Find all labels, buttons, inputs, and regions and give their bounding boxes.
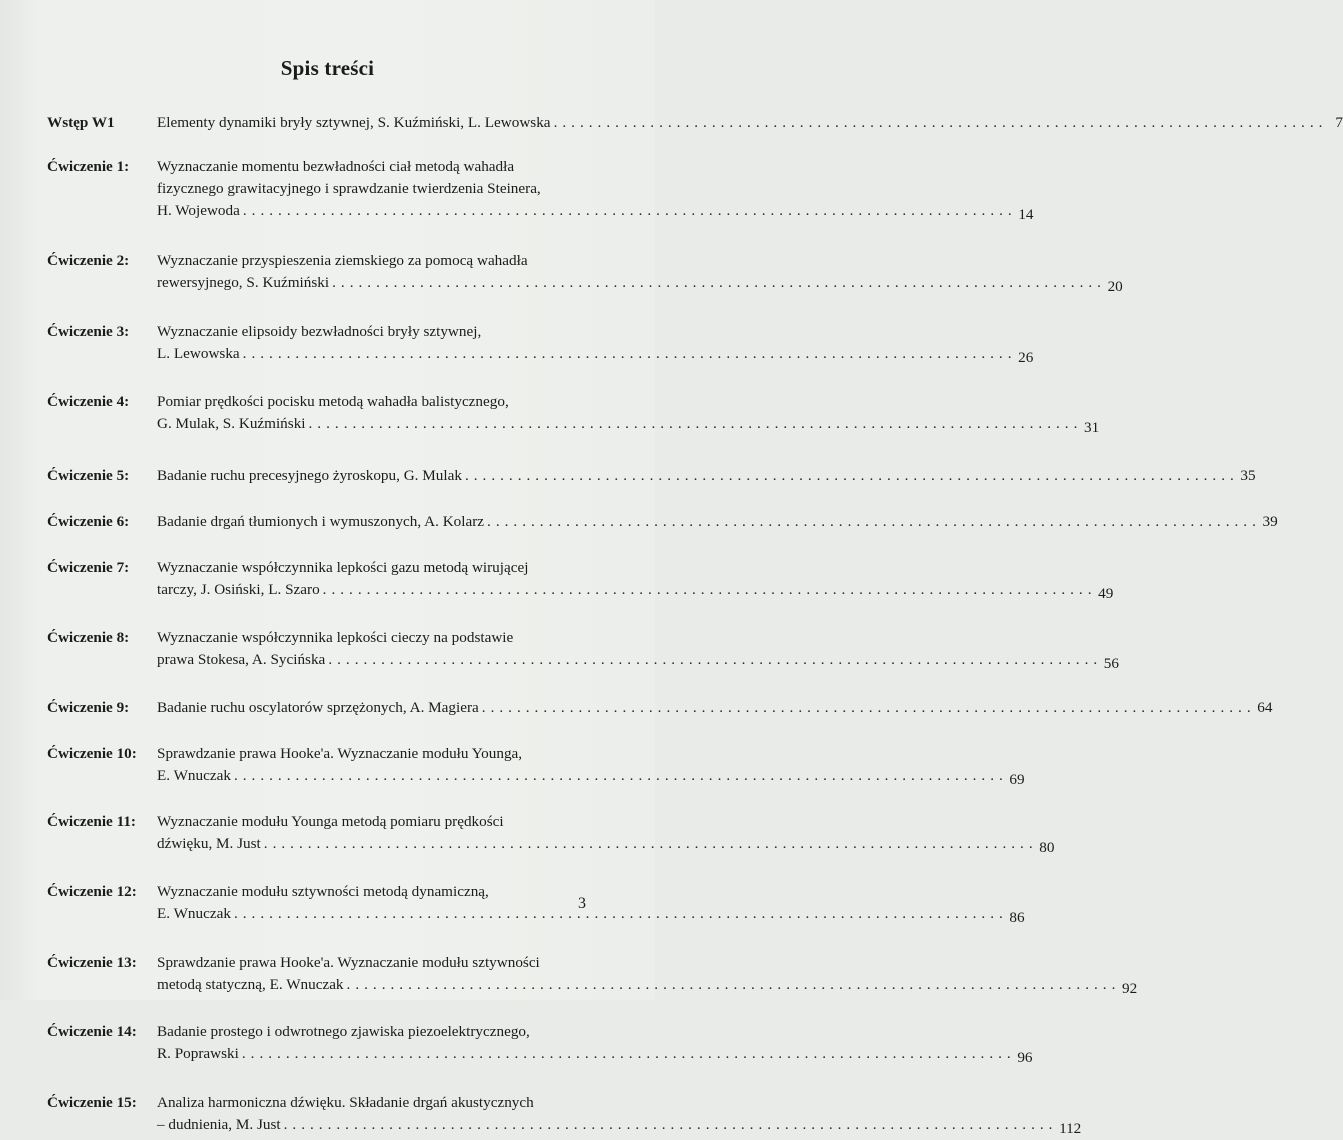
dot-leader xyxy=(234,765,1003,787)
toc-entry-text-line: Wyznaczanie modułu sztywności metodą dynamiczną, xyxy=(157,883,489,900)
toc-entry-page: 7 xyxy=(1335,114,1343,131)
toc-entry xyxy=(47,156,1034,223)
toc-entry-description xyxy=(157,250,1123,294)
toc-entry-description xyxy=(157,811,1054,855)
toc-entry-text-line: Analiza harmoniczna dźwięku. Składanie drgań akustycznych xyxy=(157,1094,534,1111)
toc-entry xyxy=(47,881,1025,926)
toc-entry-label: Ćwiczenie 15: xyxy=(47,1094,137,1111)
toc-entry-text-line: Wyznaczanie przyspieszenia ziemskiego za pomocą wahadła xyxy=(157,252,528,269)
toc-entry-page: 64 xyxy=(1257,699,1273,716)
toc-entry-description xyxy=(157,391,1099,435)
dot-leader xyxy=(284,1114,1053,1136)
toc-entry-description xyxy=(157,112,1343,134)
toc-entry-text-line: E. Wnuczak xyxy=(157,905,231,922)
toc-entry-text-line: G. Mulak, S. Kuźmiński xyxy=(157,415,306,432)
toc-entry-label: Ćwiczenie 2: xyxy=(47,252,130,269)
toc-entry-description xyxy=(157,156,1034,222)
toc-entry-description xyxy=(157,1021,1033,1065)
dot-leader xyxy=(554,112,1323,134)
toc-entry-text-line: fizycznego grawitacyjnego i sprawdzanie twierdzenia Steinera, xyxy=(157,180,541,197)
toc-entry-text-line: – dudnienia, M. Just xyxy=(157,1116,281,1133)
toc-entry-description xyxy=(157,697,1272,719)
dot-leader xyxy=(264,833,1033,855)
toc-entry-text-line: Badanie prostego i odwrotnego zjawiska piezoelektrycznego, xyxy=(157,1023,530,1040)
toc-entry-description xyxy=(157,511,1278,533)
toc-entry xyxy=(47,627,1119,672)
toc-entry-label: Ćwiczenie 11: xyxy=(47,813,136,830)
toc-entry-label: Ćwiczenie 6: xyxy=(47,513,130,530)
toc-entry xyxy=(47,811,1055,856)
toc-entry-text-line: Wyznaczanie momentu bezwładności ciał metodą wahadła xyxy=(157,158,515,175)
dot-leader xyxy=(328,649,1097,671)
toc-entry-page: 92 xyxy=(1121,980,1138,997)
toc-entry-text-line: rewersyjnego, S. Kuźmiński xyxy=(157,274,330,291)
toc-entry-text-line: tarczy, J. Osiński, L. Szaro xyxy=(157,581,320,598)
toc-entry-text-line: Wyznaczanie współczynnika lepkości gazu metodą wirującej xyxy=(157,559,529,576)
toc-entry-text-line: Badanie drgań tłumionych i wymuszonych, A. Kolarz xyxy=(157,513,485,530)
dot-leader xyxy=(465,465,1234,487)
toc-entry-label: Ćwiczenie 3: xyxy=(47,323,130,340)
toc-entry-page: 39 xyxy=(1262,513,1278,530)
toc-entry-label: Ćwiczenie 5: xyxy=(47,467,130,484)
toc-entry-text-line: Badanie ruchu precesyjnego żyroskopu, G. Mulak xyxy=(157,467,462,484)
toc-entry-text-line: L. Lewowska xyxy=(157,345,240,362)
toc-entry-text-line: H. Wojewoda xyxy=(157,202,240,219)
toc-entry-description xyxy=(157,321,1033,365)
toc-entry-label: Ćwiczenie 12: xyxy=(47,883,137,900)
toc-entry-page: 20 xyxy=(1107,278,1123,295)
toc-entry xyxy=(47,1092,1082,1137)
toc-entry xyxy=(47,465,1256,487)
toc-entry-text-line: R. Poprawski xyxy=(157,1045,239,1062)
toc-entry-text-line: Wyznaczanie współczynnika lepkości cieczy na podstawie xyxy=(157,629,514,646)
toc-entry-page: 35 xyxy=(1240,467,1256,484)
dot-leader xyxy=(332,272,1101,294)
dot-leader xyxy=(347,974,1116,996)
toc-entry-page: 26 xyxy=(1018,349,1034,366)
toc-entry-text-line: Sprawdzanie prawa Hooke'a. Wyznaczanie modułu sztywności xyxy=(157,954,540,971)
page-number: 3 xyxy=(578,895,586,912)
toc-entry-text-line: Wyznaczanie modułu Younga metodą pomiaru prędkości xyxy=(157,813,504,830)
toc-entry-description xyxy=(157,952,1137,996)
toc-entry xyxy=(47,952,1138,997)
dot-leader xyxy=(243,200,1012,222)
toc-entry-text-line: dźwięku, M. Just xyxy=(157,835,261,852)
dot-leader xyxy=(242,1043,1011,1065)
toc-entry-label: Ćwiczenie 7: xyxy=(47,559,130,576)
toc-entry-label: Ćwiczenie 13: xyxy=(47,954,137,971)
toc-entry xyxy=(47,391,1100,436)
toc-entry-label: Ćwiczenie 8: xyxy=(47,629,130,646)
toc-entry-description xyxy=(157,1092,1081,1136)
toc-entry-text-line: Elementy dynamiki bryły sztywnej, S. Kuźmiński, L. Lewowska xyxy=(157,114,551,131)
toc-entry-page: 112 xyxy=(1059,1120,1082,1137)
toc-entry-label: Ćwiczenie 14: xyxy=(47,1023,137,1040)
toc-entry xyxy=(47,1021,1033,1066)
toc-entry-text-line: Wyznaczanie elipsoidy bezwładności bryły sztywnej, xyxy=(157,323,482,340)
toc-entry-text-line: Sprawdzanie prawa Hooke'a. Wyznaczanie modułu Younga, xyxy=(157,745,523,762)
dot-leader xyxy=(487,511,1256,533)
toc-entry xyxy=(47,112,1343,134)
toc-entry-text-line: metodą statyczną, E. Wnuczak xyxy=(157,976,344,993)
toc-entry xyxy=(47,250,1123,295)
dot-leader xyxy=(234,903,1003,925)
toc-entry-description xyxy=(157,465,1256,487)
toc-entry-description xyxy=(157,627,1119,671)
toc-entry-text-line: Pomiar prędkości pocisku metodą wahadła balistycznego, xyxy=(157,393,509,410)
toc-entry-text-line: E. Wnuczak xyxy=(157,767,231,784)
toc-entry-page: 80 xyxy=(1039,839,1055,856)
toc-entry xyxy=(47,697,1273,719)
toc-entry-label: Ćwiczenie 1: xyxy=(47,158,130,175)
dot-leader xyxy=(482,697,1251,719)
toc-entry-text-line: Badanie ruchu oscylatorów sprzężonych, A. Magiera xyxy=(157,699,479,716)
toc-entry xyxy=(47,321,1034,366)
toc-entry-label: Wstęp W1 xyxy=(47,114,115,131)
toc-entry-description xyxy=(157,743,1025,787)
toc-entry-page: 49 xyxy=(1098,585,1114,602)
table-of-contents xyxy=(47,112,1343,1137)
toc-entry-label: Ćwiczenie 9: xyxy=(47,699,130,716)
toc-entry-page: 31 xyxy=(1083,419,1100,436)
toc-entry-page: 96 xyxy=(1017,1049,1033,1066)
toc-entry-page: 56 xyxy=(1103,655,1119,672)
toc-entry-text-line: prawa Stokesa, A. Sycińska xyxy=(157,651,326,668)
dot-leader xyxy=(243,343,1012,365)
toc-entry-label: Ćwiczenie 4: xyxy=(47,393,130,410)
toc-entry xyxy=(47,511,1278,533)
toc-entry-page: 14 xyxy=(1018,206,1034,223)
page-title: Spis treści xyxy=(280,56,375,80)
toc-entry-page: 86 xyxy=(1009,909,1025,926)
toc-entry-label: Ćwiczenie 10: xyxy=(47,745,137,762)
toc-entry-description xyxy=(157,881,1025,925)
toc-entry xyxy=(47,743,1025,788)
toc-entry-page: 69 xyxy=(1009,771,1025,788)
dot-leader xyxy=(309,413,1078,435)
dot-leader xyxy=(323,579,1092,601)
toc-entry-description xyxy=(157,557,1113,601)
toc-entry xyxy=(47,557,1114,602)
